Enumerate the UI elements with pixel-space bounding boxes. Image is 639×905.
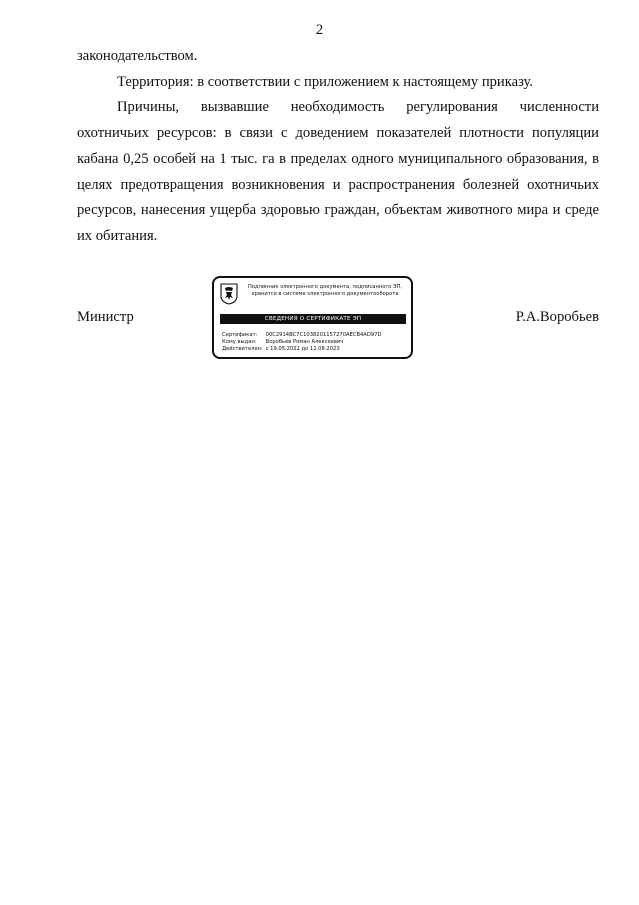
certificate-row — [222, 332, 408, 339]
issued-to-label: Кому выдан: — [222, 339, 257, 346]
electronic-signature-stamp — [212, 276, 413, 359]
stamp-details — [222, 332, 408, 354]
paragraph-1: законодательством. — [77, 48, 198, 64]
coat-of-arms-icon — [220, 283, 238, 305]
valid-row — [222, 346, 408, 353]
signer-position: Министр — [77, 309, 134, 325]
valid-label: Действителен: — [222, 346, 263, 353]
stamp-header-line-1: Подлинник электронного документа, подписанного ЭП, — [247, 284, 403, 290]
stamp-header-line-2: хранится в системе электронного документооборота — [251, 291, 399, 297]
valid-value: с 19.05.2022 до 12.08.2023 — [265, 346, 340, 353]
stamp-title: СВЕДЕНИЯ О СЕРТИФИКАТЕ ЭП — [220, 314, 406, 324]
document-body — [77, 44, 599, 250]
certificate-value: 00C2914BC7C1038201157270AECB4AD97D — [265, 332, 382, 338]
certificate-label: Сертификат: — [222, 332, 258, 338]
issued-to-value: Воробьев Роман Алексеевич — [265, 339, 344, 346]
paragraph-reasons: Причины, вызвавшие необходимость регулирования численности охотничьих ресурсов: в связи с доведением показателей плотности популяции кабана 0,25 особей на 1 тыс. га в пределах одного муниципального образования, в целях предотвращения возникновения и распространения болезней охотничьих ресурсов, нанесения ущерба здоровью граждан, объектам животного мира и среде их обитания. — [77, 99, 599, 244]
stamp-header — [242, 284, 408, 298]
page-number: 2 — [315, 22, 324, 38]
signer-name: Р.А.Воробьев — [515, 309, 599, 325]
paragraph-territory: Территория: в соответствии с приложением к настоящему приказу. — [117, 73, 534, 90]
